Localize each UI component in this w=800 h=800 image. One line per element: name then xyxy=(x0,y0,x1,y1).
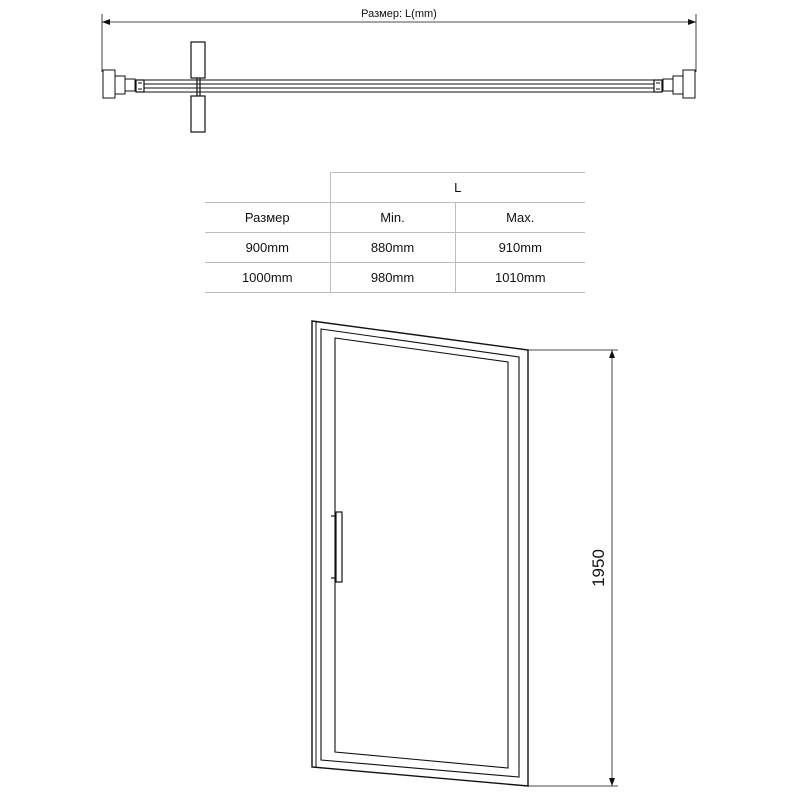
door-handle-plan xyxy=(191,42,205,132)
cell-max: 1010mm xyxy=(455,263,585,293)
door-frame-inner xyxy=(321,329,519,777)
door-glass xyxy=(335,338,508,768)
table-header-row xyxy=(205,203,585,233)
left-wall-profile xyxy=(103,70,144,98)
column-header-max: Max. xyxy=(455,203,585,233)
cell-min: 980mm xyxy=(330,263,455,293)
glass-panel-lines xyxy=(144,80,654,92)
arrow-down-icon xyxy=(609,778,615,786)
arrow-right-icon xyxy=(688,19,696,25)
cell-size: 900mm xyxy=(205,233,330,263)
front-view xyxy=(312,321,618,786)
table-group-row xyxy=(205,173,585,203)
size-table xyxy=(205,172,585,293)
cell-size: 1000mm xyxy=(205,263,330,293)
table-row xyxy=(205,233,585,263)
door-handle-icon xyxy=(331,512,342,582)
width-dimension-label: Размер: L(mm) xyxy=(361,8,437,20)
size-table-wrap xyxy=(205,172,585,295)
table-blank-cell xyxy=(205,173,330,203)
right-wall-profile xyxy=(654,70,695,98)
cell-min: 880mm xyxy=(330,233,455,263)
top-view xyxy=(102,8,696,132)
height-dimension-label: 1950 xyxy=(589,549,608,587)
arrow-left-icon xyxy=(102,19,110,25)
door-frame-outer xyxy=(312,321,528,786)
table-row xyxy=(205,263,585,293)
cell-max: 910mm xyxy=(455,233,585,263)
column-header-min: Min. xyxy=(330,203,455,233)
table-group-header: L xyxy=(330,173,585,203)
column-header-size: Размер xyxy=(205,203,330,233)
arrow-up-icon xyxy=(609,350,615,358)
